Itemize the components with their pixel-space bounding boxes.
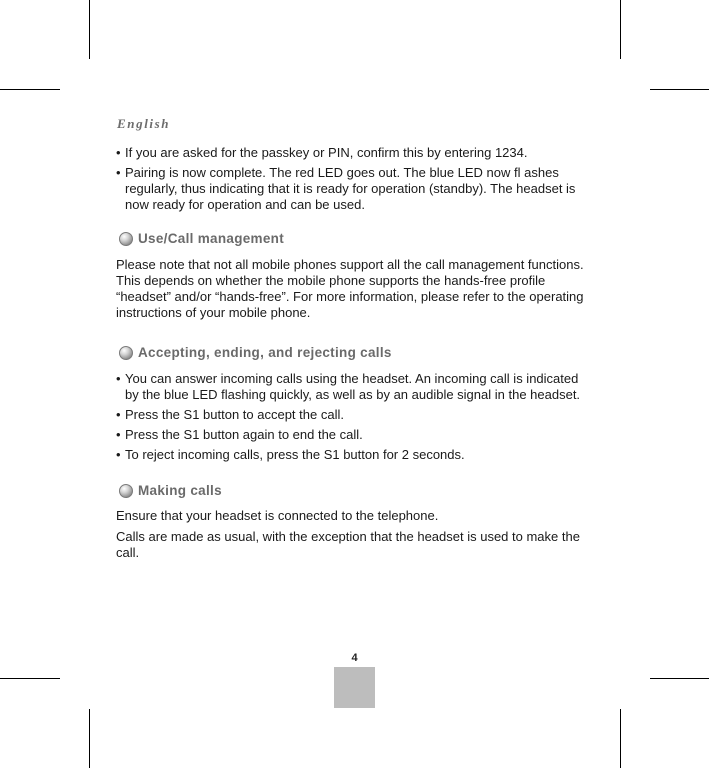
intro-bullet-list [116, 145, 586, 213]
crop-mark [620, 709, 621, 768]
page-number: 4 [351, 652, 358, 664]
list-item: • You can answer incoming calls using the headset. An incoming call is indicated by the blue LED flashing quickly, as well as by an audible signal in the headset. [116, 371, 586, 403]
crop-mark [89, 709, 90, 768]
list-item: • To reject incoming calls, press the S1 button for 2 seconds. [116, 447, 586, 463]
section-title: Use/Call management [138, 231, 284, 246]
page-number-tab [334, 667, 375, 708]
section-heading-making [119, 483, 586, 499]
list-item: • Press the S1 button again to end the call. [116, 427, 586, 443]
paragraph: Ensure that your headset is connected to the telephone. [116, 508, 439, 523]
paragraph: Please note that not all mobile phones support all the call management functions. This depends on whether the mobile phone supports the hands-free profile “headset” and/or “hands-free”. For more information, please refer to the operating instructions of your mobile phone. [116, 257, 584, 320]
section-heading-accepting [119, 345, 586, 361]
crop-mark [89, 0, 90, 59]
crop-mark [0, 89, 60, 90]
crop-mark [650, 89, 709, 90]
list-item: • If you are asked for the passkey or PIN, confirm this by entering 1234. [116, 145, 586, 161]
list-item: • Press the S1 button to accept the call. [116, 407, 586, 423]
bullet-sphere-icon [119, 484, 133, 498]
page-content [116, 145, 586, 561]
paragraph: Calls are made as usual, with the exception that the headset is used to make the call. [116, 529, 580, 560]
section-title: Accepting, ending, and rejecting calls [138, 345, 392, 360]
crop-mark [620, 0, 621, 59]
list-item: • Pairing is now complete. The red LED goes out. The blue LED now fl ashes regularly, thus indicating that it is ready for operation (standby). The headset is now ready for operation and can be used. [116, 165, 586, 213]
section-heading-use [119, 231, 586, 247]
crop-mark [0, 678, 60, 679]
section-title: Making calls [138, 483, 222, 498]
language-label: English [117, 116, 171, 131]
bullet-sphere-icon [119, 232, 133, 246]
crop-mark [650, 678, 709, 679]
bullet-sphere-icon [119, 346, 133, 360]
accepting-bullet-list [116, 371, 586, 463]
